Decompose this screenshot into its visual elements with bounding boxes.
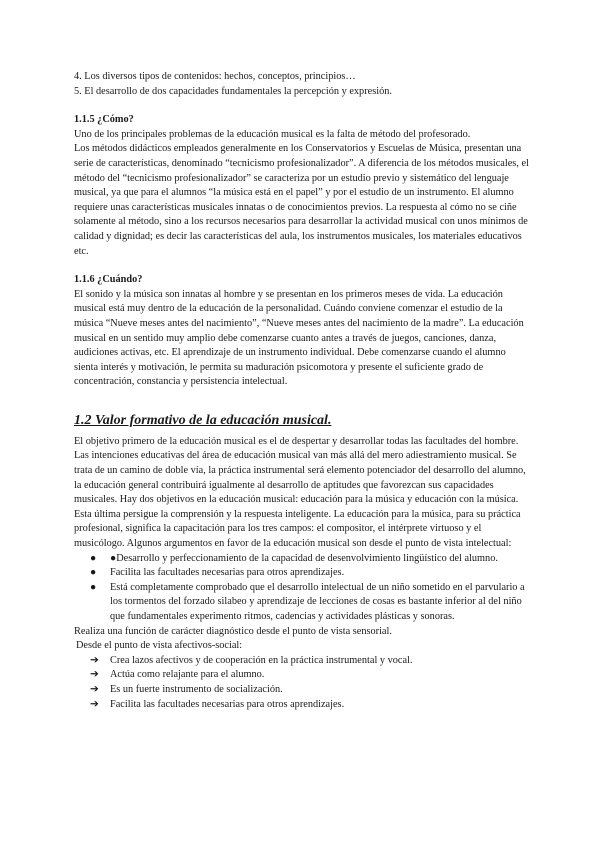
bullet-icon: ●: [90, 581, 97, 593]
section-como: [74, 113, 532, 259]
list-item-text: Es un fuerte instrumento de socialización.: [110, 683, 283, 695]
list-item-text: ●Desarrollo y perfeccionamiento de la capacidad de desenvolvimiento lingüístico del alumno.: [110, 552, 498, 564]
valor-body: El objetivo primero de la educación musical es el de despertar y desarrollar todas las facultades del hombre. Las intenciones educativas del área de educación musical van más allá del mero adiestramiento musical. Se trata de un camino de doble vía, la práctica instrumental será elemento potenciador del desarrollo del alumno, la educación general contribuirá igualmente al desarrollo de aptitudes que favorezcan sus capacidades musicales. Hay dos objetivos en la educación musical: educación para la música y educación con la música. Esta última persigue la comprensión y la respuesta inteligente. La educación para la música, para su práctica profesional, significa la capacitación para los tres campos: el compositor, el intérprete virtuoso y el musicólogo. Algunos argumentos en favor de la educación musical son desde el punto de vista intelectual:: [74, 435, 526, 550]
cuando-body: El sonido y la música son innatas al hombre y se presentan en los primeros meses de vida. La educación musical está muy dentro de la educación de la personalidad. Cuándo conviene comenzar el estudio de la música “Nueve meses antes del nacimiento”, “Nueve meses antes del nacimiento de la madre”. La educación musical en un sentido muy amplio debe comenzarse cuanto antes a través de juegos, canciones, danza, audiciones activas, etc. El aprendizaje de un instrumento individual. Debe comenzarse cuando el alumno sienta interés y motivación, le permita su maduración psicomotora y presente el suficiente grado de concentración, constancia y persistencia intelectual.: [74, 288, 524, 388]
section-valor: [74, 412, 532, 712]
intro-item: 4. Los diversos tipos de contenidos: hechos, conceptos, principios…: [74, 71, 356, 82]
afectivo-text: Desde el punto de vista afectivos-social:: [76, 640, 243, 652]
arrow-right-icon: ➔: [90, 654, 99, 666]
arrow-right-icon: ➔: [90, 698, 99, 710]
list-item: [90, 581, 532, 625]
arrow-right-icon: ➔: [90, 669, 99, 681]
como-lead: Uno de los principales problemas de la educación musical es la falta de método del profesorado.: [74, 128, 471, 140]
intellectual-arguments-list: [74, 552, 532, 625]
como-heading: 1.1.5 ¿Cómo?: [74, 114, 134, 126]
intro-item: 5. El desarrollo de dos capacidades fundamentales la percepción y expresión.: [74, 85, 392, 97]
sensorial-text: Realiza una función de carácter diagnóstico desde el punto de vista sensorial.: [74, 625, 392, 637]
list-item-text: Está completamente comprobado que el desarrollo intelectual de un niño sometido en el parvulario a los tormentos del forzado silabeo y aprendizaje de lecciones de cosas es bastante inferior al del niño que fundamentales experimento ritmos, cadencias y actividades plásticas y sonoras.: [110, 581, 525, 622]
valor-heading: 1.2 Valor formativo de la educación musical.: [74, 412, 332, 428]
como-body: Los métodos didácticos empleados generalmente en los Conservatorios y Escuelas de Música, presentan una serie de características, denominado “tecnicismo profesionalizador”. A diferencia de los métodos musicales, el método del “tecnicismo profesionalizador” se caracteriza por un estudio previo y sistemático del lenguaje musical, ya que para el alumnos “la música está en el papel” y por el estudio de un instrumento. El alumno requiere unas características musicales innatas o de conocimientos previos. La respuesta al cómo no se ciñe solamente al método, sino a los recursos necesarios para desarrollar la actividad musical con unos mínimos de calidad y dignidad; es decir las características del aula, los instrumentos musicales, los materiales educativos etc.: [74, 143, 529, 257]
list-item-text: Crea lazos afectivos y de cooperación en la práctica instrumental y vocal.: [110, 654, 413, 666]
bullet-icon: ●: [90, 552, 97, 564]
list-item: [90, 566, 532, 581]
list-item: [90, 654, 532, 669]
list-item: [90, 698, 532, 713]
list-item-text: Facilita las facultades necesarias para otros aprendizajes.: [110, 698, 345, 710]
list-item-text: Facilita las facultades necesarias para otros aprendizajes.: [110, 567, 345, 579]
cuando-heading: 1.1.6 ¿Cuándo?: [74, 274, 143, 286]
affective-arguments-list: [74, 654, 532, 712]
list-item: [90, 668, 532, 683]
intro-list: [74, 70, 532, 99]
section-cuando: [74, 273, 532, 390]
bullet-icon: ●: [90, 567, 97, 579]
list-item-text: Actúa como relajante para el alumno.: [110, 669, 265, 681]
list-item: [90, 683, 532, 698]
list-item: [90, 552, 532, 567]
arrow-right-icon: ➔: [90, 683, 99, 695]
